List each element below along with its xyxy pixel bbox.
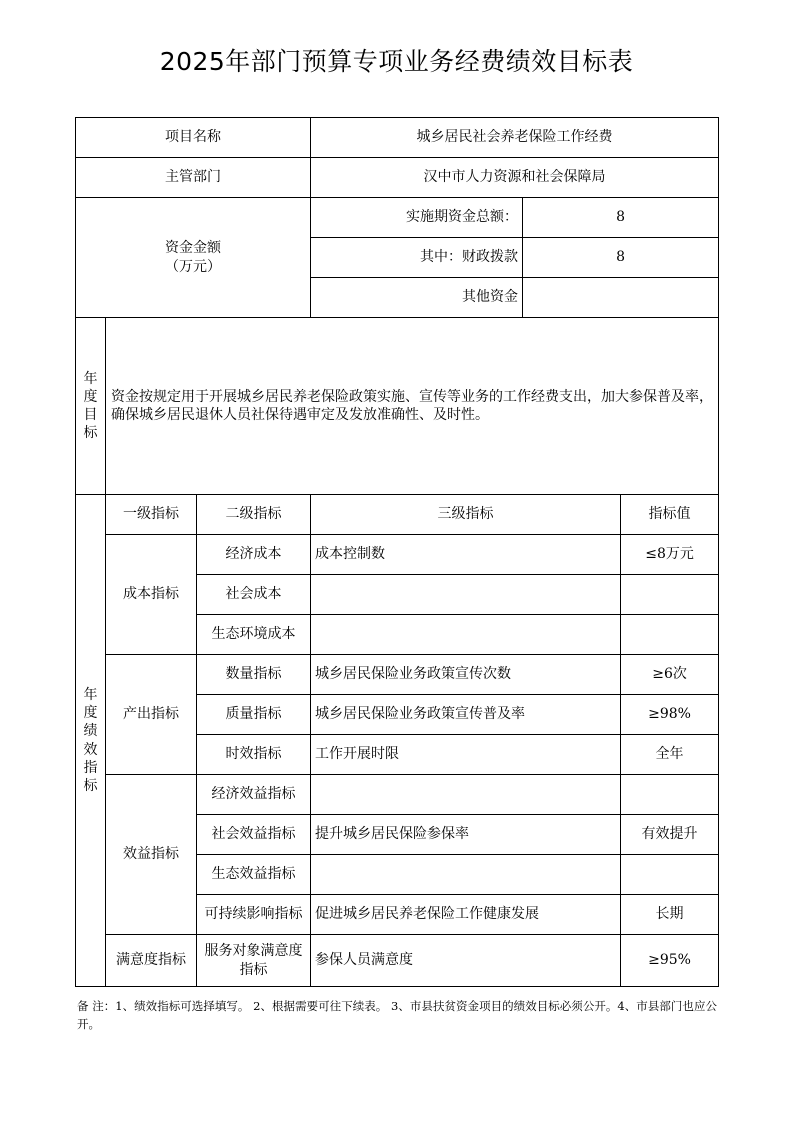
level3-cell [311,615,621,655]
performance-target-table [75,117,719,987]
level2-line: 服务对象满意度 [204,943,303,960]
project-name-value: 城乡居民社会养老保险工作经费 [311,118,719,158]
value-cell [621,575,719,615]
perf-label-char: 效 [83,741,98,758]
funds-other-value [523,278,719,318]
table-row [76,655,719,695]
level2-cell: 经济效益指标 [197,775,311,815]
level3-cell: 成本控制数 [311,535,621,575]
value-cell [621,855,719,895]
value-cell: ≥6次 [621,655,719,695]
header-level2: 二级指标 [197,495,311,535]
project-name-label: 项目名称 [76,118,311,158]
perf-label-char: 绩 [83,723,98,740]
dept-label: 主管部门 [76,158,311,198]
level2-cell: 社会效益指标 [197,815,311,855]
level3-cell: 城乡居民保险业务政策宣传次数 [311,655,621,695]
level3-cell [311,775,621,815]
project-row [76,118,719,158]
level3-cell: 参保人员满意度 [311,935,621,987]
perf-label-char: 年 [83,686,98,703]
header-value: 指标值 [621,495,719,535]
goal-label-char: 目 [83,407,98,423]
group-cost: 成本指标 [106,535,197,655]
funds-other-label: 其他资金 [311,278,523,318]
level3-cell: 城乡居民保险业务政策宣传普及率 [311,695,621,735]
footnote: 备 注：1、绩效指标可选择填写。 2、根据需要可往下续表。 3、市县扶贫资金项目的绩效目标必须公开。4、市县部门也应公开。 [77,999,717,1032]
goal-label-char: 标 [83,425,98,442]
dept-row [76,158,719,198]
funds-row-total [76,198,719,238]
value-cell: ≥95% [621,935,719,987]
header-level1: 一级指标 [106,495,197,535]
funds-label [76,198,311,318]
table-row [76,935,719,987]
level2-cell: 生态效益指标 [197,855,311,895]
header-level3: 三级指标 [311,495,621,535]
funds-total-value: 8 [523,198,719,238]
goal-row [76,318,719,495]
funds-fiscal-value: 8 [523,238,719,278]
goal-label [76,318,106,495]
perf-label [76,495,106,987]
table-row [76,535,719,575]
level3-cell [311,575,621,615]
level2-cell: 质量指标 [197,695,311,735]
group-benefit: 效益指标 [106,775,197,935]
level2-cell [197,935,311,987]
level2-cell: 社会成本 [197,575,311,615]
level2-cell: 时效指标 [197,735,311,775]
value-cell: 长期 [621,895,719,935]
value-cell: 全年 [621,735,719,775]
level3-cell: 促进城乡居民养老保险工作健康发展 [311,895,621,935]
level2-cell: 可持续影响指标 [197,895,311,935]
funds-label-line2: （万元） [165,258,222,275]
value-cell [621,615,719,655]
level2-cell: 数量指标 [197,655,311,695]
funds-fiscal-label: 其中：财政拨款 [311,238,523,278]
value-cell: 有效提升 [621,815,719,855]
level2-line: 指标 [239,961,268,978]
perf-label-char: 标 [83,777,98,794]
goal-label-char: 年 [83,370,98,387]
level2-cell: 经济成本 [197,535,311,575]
table-row [76,775,719,815]
group-output: 产出指标 [106,655,197,775]
value-cell: ≥98% [621,695,719,735]
funds-label-line1: 资金金额 [165,240,222,257]
level2-cell: 生态环境成本 [197,615,311,655]
perf-header-row [76,495,719,535]
value-cell: ≤8万元 [621,535,719,575]
level3-cell [311,855,621,895]
page-title: 2025年部门预算专项业务经费绩效目标表 [159,47,634,76]
level3-cell: 工作开展时限 [311,735,621,775]
level3-cell: 提升城乡居民保险参保率 [311,815,621,855]
dept-value: 汉中市人力资源和社会保障局 [311,158,719,198]
value-cell [621,775,719,815]
goal-text: 资金按规定用于开展城乡居民养老保险政策实施、宣传等业务的工作经费支出，加大参保普及率，确保城乡居民退休人员社保待遇审定及发放准确性、及时性。 [106,318,719,495]
funds-total-label: 实施期资金总额： [311,198,523,238]
perf-label-char: 指 [83,759,98,776]
goal-label-char: 度 [83,388,98,405]
perf-label-char: 度 [83,705,98,722]
group-satisfaction: 满意度指标 [106,935,197,987]
